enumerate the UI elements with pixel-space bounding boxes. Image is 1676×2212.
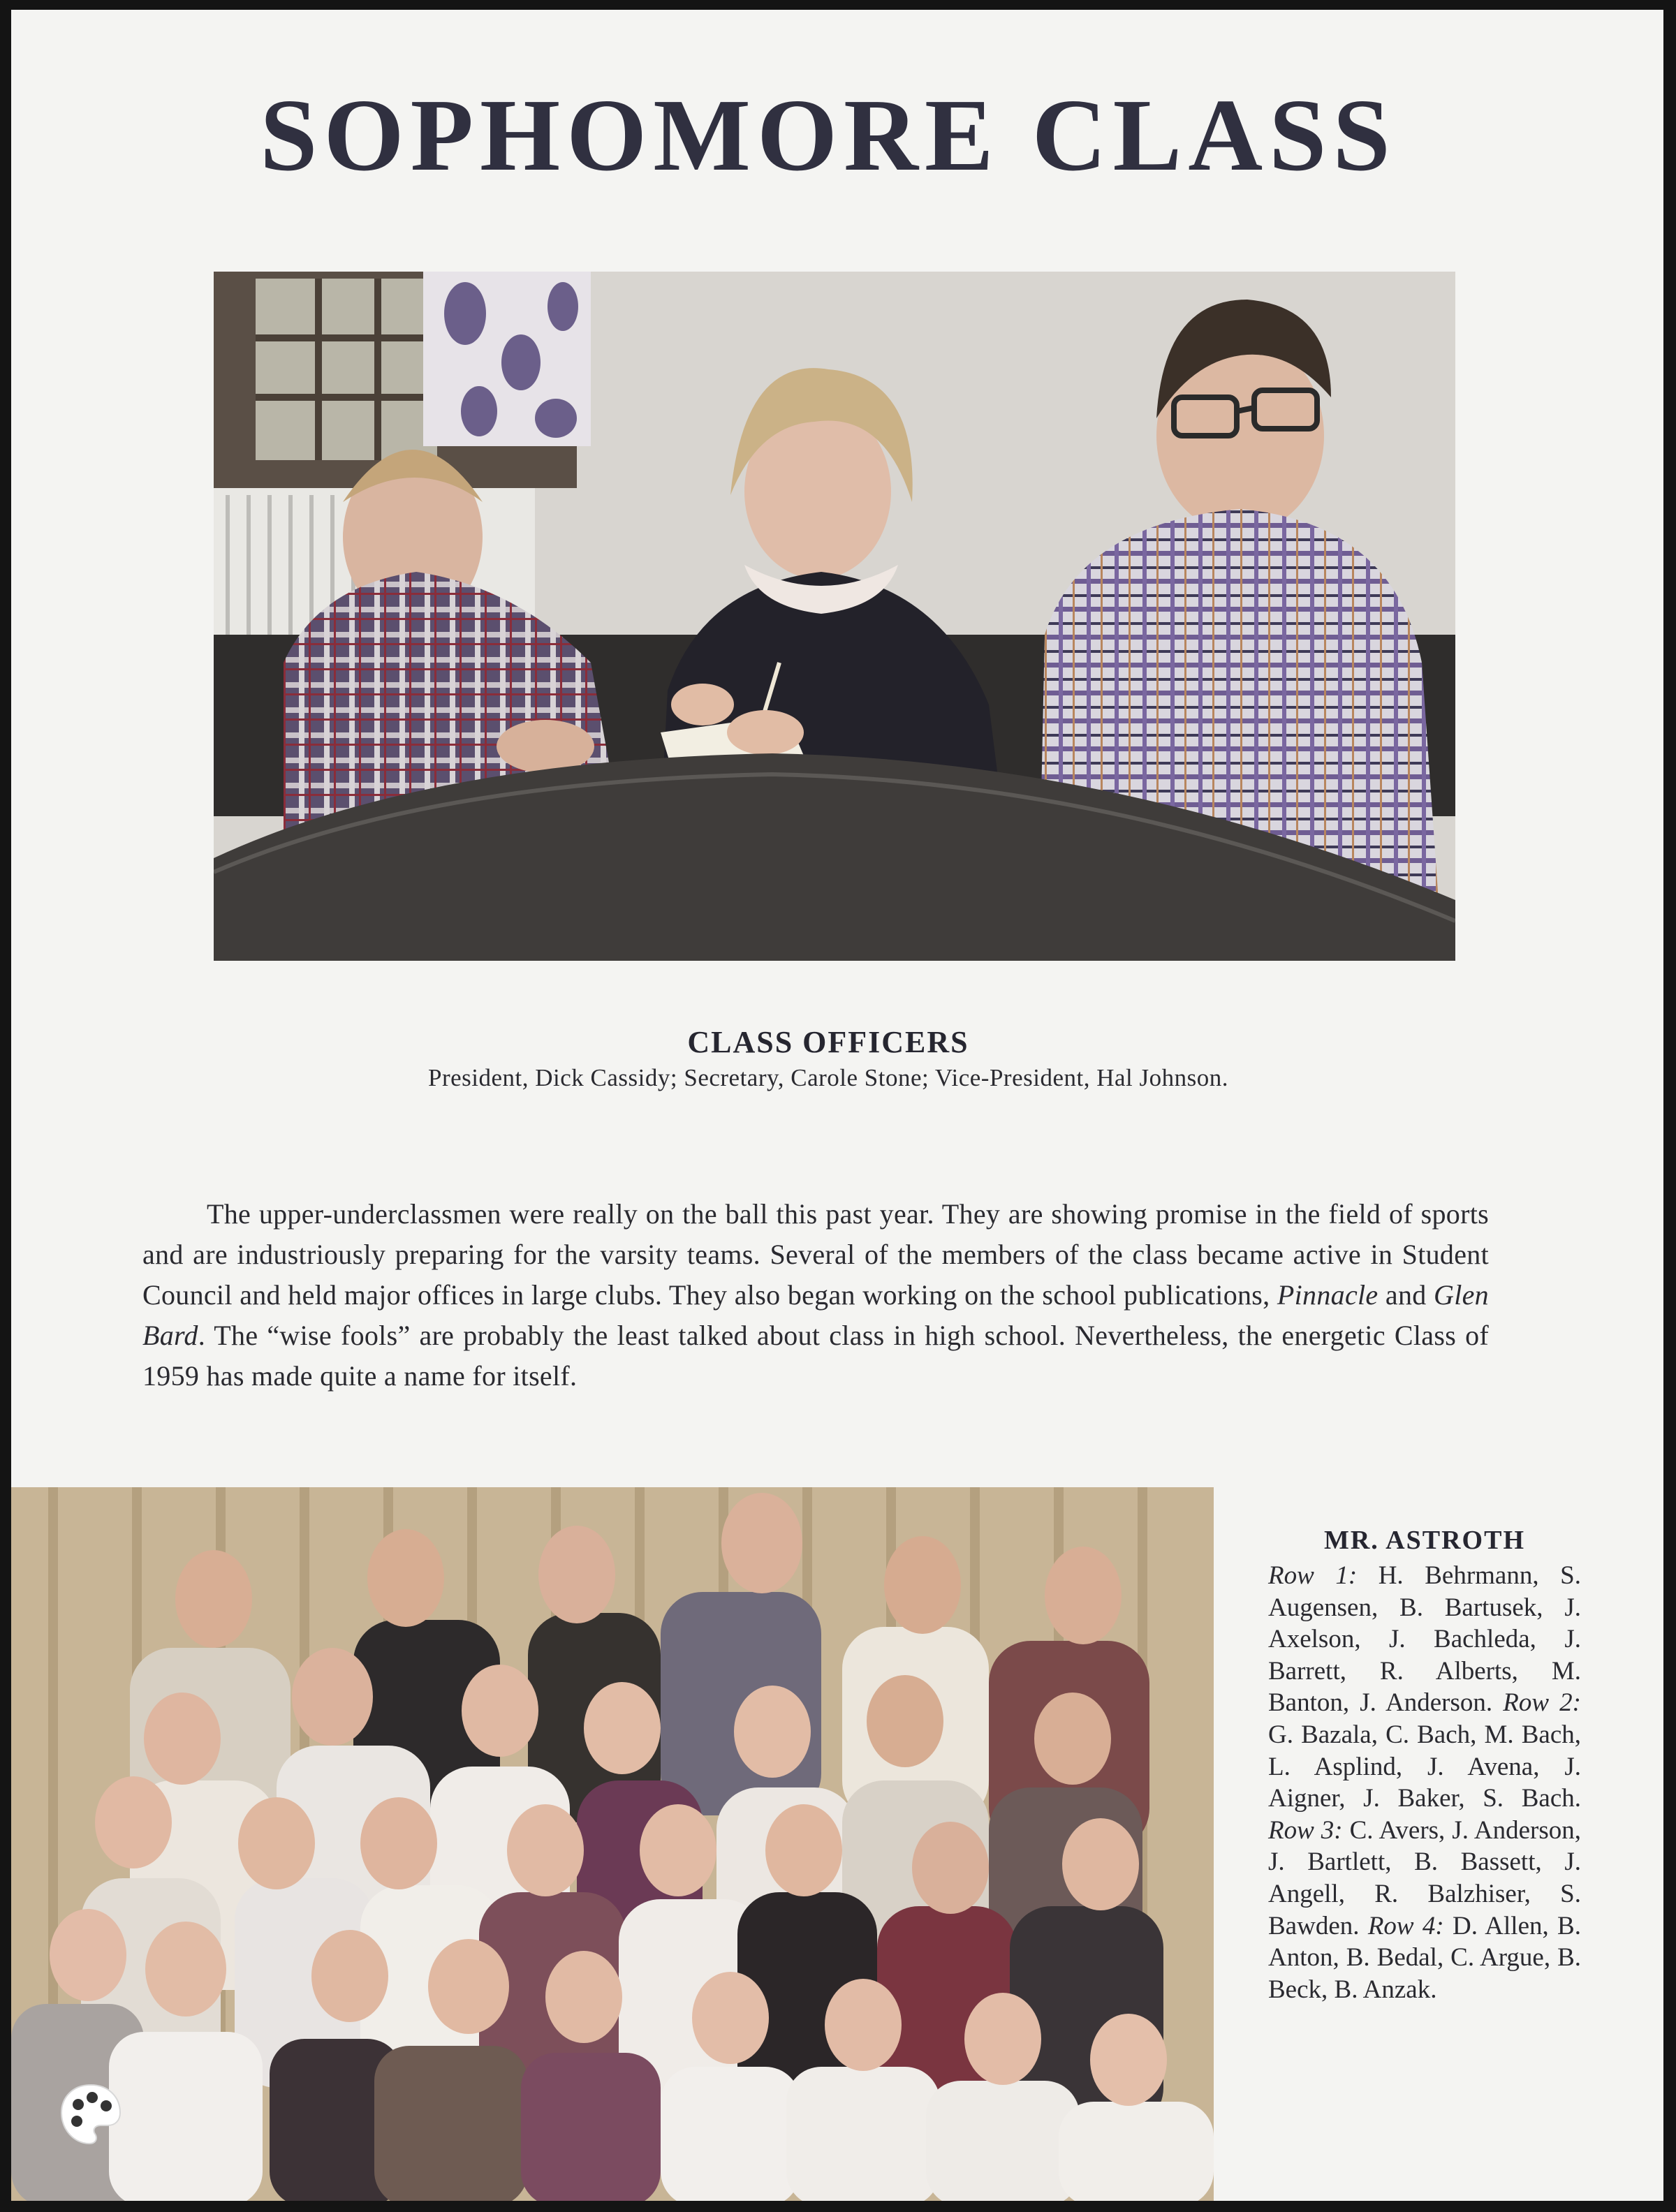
- yearbook-page: [11, 10, 1663, 2201]
- class-description-and: and: [1378, 1279, 1434, 1311]
- row-label: Row 3:: [1268, 1815, 1343, 1845]
- row-names: C. Avers, J. Anderson, J. Bartlett, B. Bassett, J. Angell, R. Balzhiser, S. Bawden.: [1268, 1815, 1581, 1940]
- page-title: SOPHOMORE CLASS: [260, 78, 1397, 193]
- class-officers-photo: [214, 272, 1455, 961]
- publication-pinnacle: Pinnacle: [1277, 1279, 1379, 1311]
- row-label: Row 1:: [1268, 1561, 1358, 1590]
- palette-icon[interactable]: [57, 2081, 124, 2148]
- row-label: Row 4:: [1367, 1911, 1444, 1940]
- class-description-part2: . The “wise fools” are probably the least talked about class in high school. Nevertheless, the energetic Class of 1959 has made quite a name for itself.: [142, 1320, 1489, 1392]
- class-description-part1: The upper-underclassmen were really on the ball this past year. They are showing promise in the field of sports and are industriously preparing for the varsity teams. Several of the members of the class became active in Student Council and held major offices in large clubs. They also began working on the school publications,: [142, 1198, 1489, 1311]
- homeroom-names: [1268, 1560, 1581, 2005]
- class-description: [142, 1194, 1489, 1396]
- row-names: D. Allen, B. Anton, B. Bedal, C. Argue, B. Beck, B. Anzak.: [1268, 1911, 1581, 2004]
- row-names: H. Behrmann, S. Augensen, B. Bartusek, J. Axelson, J. Bachleda, J. Barrett, R. Alberts, M. Banton, J. Anderson.: [1268, 1561, 1581, 1718]
- officers-caption-title: CLASS OFFICERS: [687, 1025, 969, 1059]
- homeroom-group-photo: [11, 1487, 1214, 2201]
- homeroom-roster: [1268, 1525, 1581, 2005]
- row-label: Row 2:: [1503, 1688, 1581, 1718]
- homeroom-teacher: MR. ASTROTH: [1323, 1526, 1526, 1555]
- row-names: G. Bazala, C. Bach, M. Bach, L. Asplind, J. Avena, J. Aigner, J. Baker, S. Bach.: [1268, 1720, 1581, 1813]
- officers-caption-text: President, Dick Cassidy; Secretary, Carole Stone; Vice-President, Hal Johnson.: [428, 1064, 1228, 1091]
- publication-glen-bard: Glen Bard: [142, 1279, 1489, 1351]
